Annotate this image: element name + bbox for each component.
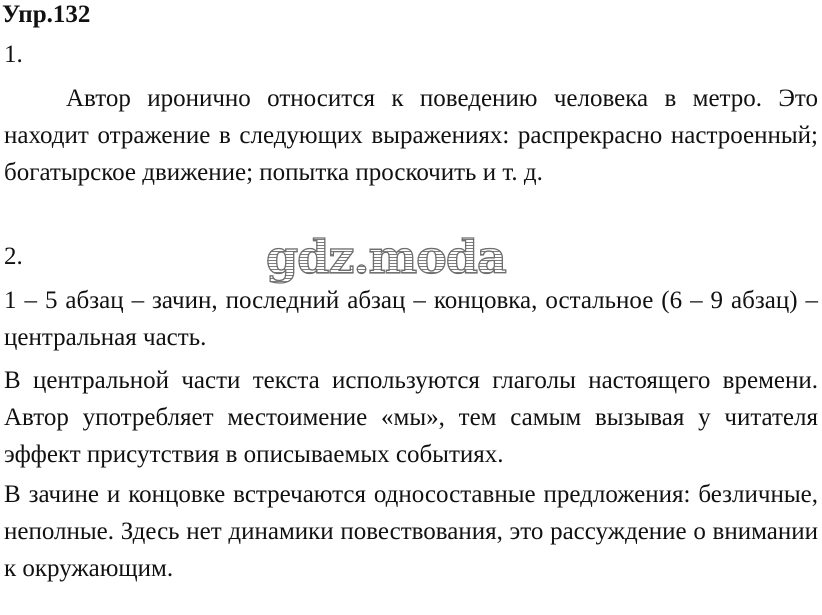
watermark-logo: gdz.moda [266,230,506,284]
section-2-paragraph-2: В центральной части текста используются глаголы настоящего времени. Автор употребляет местоимение «мы», тем самым вызывая у читателя эффект присутствия в описываемых событиях. [4,367,818,468]
section-2-paragraph-1: 1 – 5 абзац – зачин, последний абзац – концовка, остальное (6 – 9 абзац) – центральная часть. [4,287,818,351]
section-2-number: 2. [4,243,23,270]
section-2-paragraph-3: В зачине и концовке встречаются односоставные предложения: безличные, неполные. Здесь нет динамики повествования, это рассуждение о внимании к окружающим. [4,481,818,582]
exercise-title: Упр.132 [2,1,91,28]
section-1-paragraph: Автор иронично относится к поведению человека в метро. Это находит отражение в следующих выражениях: распрекрасно настроенный; богатырское движение; попытка проскочить и т. д. [4,85,818,186]
section-1-number: 1. [4,41,23,68]
